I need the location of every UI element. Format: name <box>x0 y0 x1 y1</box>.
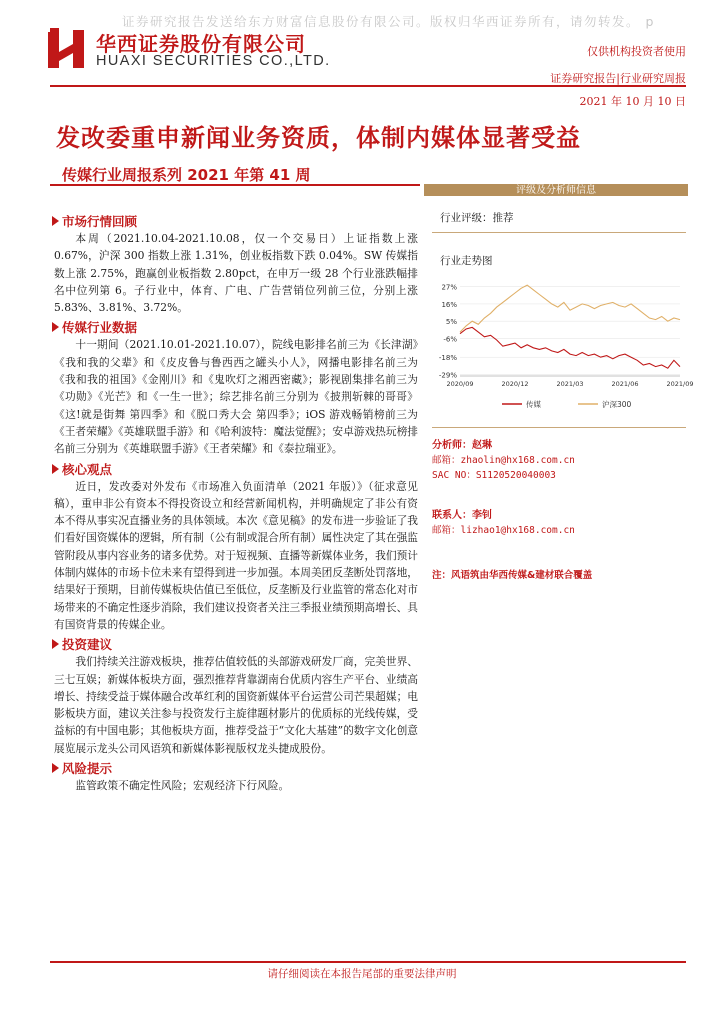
industry-rating: 行业评级：推荐 <box>440 212 514 224</box>
section-heading: 传媒行业数据 <box>52 319 418 335</box>
triangle-bullet-icon <box>52 216 59 226</box>
section-paragraph: 本周（2021.10.04-2021.10.08，仅一个交易日）上证指数上涨 0.67%，沪深 300 指数上涨 1.31%，创业板指数下跌 0.04%。SW 传媒指数上涨 2.75%，跑赢创业板指数 2.80pct，在申万一级 28 个行业涨跌幅排名中位列第 6。子行业中，体育、广电、广告营销位列前三位，分别上涨 5.83%、3.81%、3.72%。 <box>54 232 418 315</box>
x-tick-label: 2021/09 <box>666 380 694 388</box>
contact-name: 联系人：李钊 <box>432 510 492 521</box>
coverage-note: 注：风语筑由华西传媒&建材联合覆盖 <box>432 570 593 581</box>
series-line-media <box>460 327 680 368</box>
y-tick-label: -18% <box>438 354 457 363</box>
legend-label: 沪深300 <box>602 400 632 409</box>
section-heading: 核心观点 <box>52 461 418 477</box>
series-line-csi300 <box>460 285 680 332</box>
analyst-email: 邮箱：zhaolin@hx168.com.cn <box>432 455 575 466</box>
footer-divider <box>50 961 686 963</box>
section-paragraph: 十一期间（2021.10.01-2021.10.07），院线电影排名前三为《长津湖》《我和我的父辈》和《皮皮鲁与鲁西西之罐头小人》，网播电影排名前三为《我和我的祖国》《金刚川》和《鬼吹灯之湘西密藏》；影视剧集排名前三为《功勋》《光芒》和《一生一世》；综艺排名前三分别为《披荆斩棘的哥哥》《这!就是街舞 第四季》和《脱口秀大会 第四季》；iOS 游戏畅销榜前三为《王者荣耀》《英雄联盟手游》和《哈利波特：魔法觉醒》；安卓游戏热玩榜排名前三分别为《英雄联盟手游》《王者荣耀》和《泰拉瑞亚》。 <box>54 338 418 456</box>
y-tick-label: 5% <box>445 318 457 327</box>
analyst-sac-number: SAC NO：S1120520040003 <box>432 470 556 481</box>
y-tick-label: 27% <box>441 283 457 292</box>
audience-note: 仅供机构投资者使用 <box>587 45 686 58</box>
section-investment-advice <box>52 636 418 757</box>
industry-trend-chart <box>430 276 694 416</box>
y-tick-label: 16% <box>441 300 457 309</box>
section-heading: 投资建议 <box>52 636 418 652</box>
company-name-en: HUAXI SECURITIES CO.,LTD. <box>96 53 331 69</box>
contact-email: 邮箱：lizhao1@hx168.com.cn <box>432 525 575 536</box>
page-title: 发改委重申新闻业务资质，体制内媒体显著受益 <box>56 124 581 152</box>
legal-notice-footer: 请仔细阅读在本报告尾部的重要法律声明 <box>267 968 457 980</box>
header-divider <box>50 85 686 87</box>
section-heading: 风险提示 <box>52 760 418 776</box>
section-industry-data <box>52 319 418 457</box>
section-paragraph: 我们持续关注游戏板块，推荐估值较低的头部游戏研发厂商，完美世界、三七互娱；新媒体板块方面，强烈推荐背靠湖南台优质内容生产平台、业绩高增长、持续受益于媒体融合改革红利的国资新媒体平台运营公司芒果超媒；电影板块方面，建议关注参与投资发行主旋律题材影片的优质标的光线传媒，受益标的有中国电影；其他板块方面，推荐受益于“文化大基建”的数字文化创意展览展示龙头公司风语筑和新媒体影视版权龙头捷成股份。 <box>54 655 418 755</box>
section-heading: 市场行情回顾 <box>52 213 418 229</box>
x-tick-label: 2020/12 <box>501 380 529 388</box>
section-market-review <box>52 213 418 316</box>
x-tick-label: 2020/09 <box>446 380 474 388</box>
subtitle-divider <box>50 184 420 186</box>
company-name-cn: 华西证券股份有限公司 <box>96 32 306 56</box>
section-paragraph: 近日，发改委对外发布《市场准入负面清单（2021 年版）》（征求意见稿），重申非公有资本不得投资设立和经营新闻机构，并明确规定了非公有资本不得从事实况直播业务的具体领域。本次《意见稿》的发布进一步验证了我们看好国资媒体的逻辑，所有制（公有制或混合所有制）属性决定了其在强监管附段从事内容业务的诸多优势。对于短视频、直播等新媒体业务，我们预计体制内媒体的市场卡位未来有望得到进一步加强。本周美团反垄断处罚落地，结果好于预期，目前传媒板块估值已至低位，反垄断及行业监管的常态化对市场带来的不确定性逐步消除，我们建议投资者关注三季报业绩预期高增长、具有国资背景的传媒企业。 <box>54 479 418 631</box>
watermark-text: 证券研究报告发送给东方财富信息股份有限公司。版权归华西证券所有，请勿转发。 p <box>122 14 655 29</box>
x-tick-label: 2021/06 <box>611 380 639 388</box>
y-tick-label: -6% <box>443 335 457 344</box>
triangle-bullet-icon <box>52 464 59 474</box>
report-type: 证券研究报告|行业研究周报 <box>550 72 686 85</box>
section-core-view <box>52 461 418 634</box>
trend-chart-label: 行业走势图 <box>440 255 493 267</box>
sidebar-divider <box>432 232 686 233</box>
main-content <box>52 210 418 794</box>
company-logo-icon <box>46 28 86 70</box>
section-risk-warning <box>52 760 418 794</box>
page-subtitle: 传媒行业周报系列 2021 年第 41 周 <box>62 166 311 184</box>
triangle-bullet-icon <box>52 763 59 773</box>
analyst-name: 分析师：赵琳 <box>432 440 492 451</box>
x-tick-label: 2021/03 <box>556 380 584 388</box>
sidebar-divider <box>432 427 686 428</box>
legend-label: 传媒 <box>526 400 541 409</box>
section-paragraph: 监管政策不确定性风险；宏观经济下行风险。 <box>75 779 290 793</box>
triangle-bullet-icon <box>52 322 59 332</box>
sidebar-header: 评级及分析师信息 <box>516 185 596 196</box>
y-tick-label: -29% <box>438 371 457 380</box>
triangle-bullet-icon <box>52 639 59 649</box>
report-date: 2021 年 10 月 10 日 <box>579 95 686 108</box>
